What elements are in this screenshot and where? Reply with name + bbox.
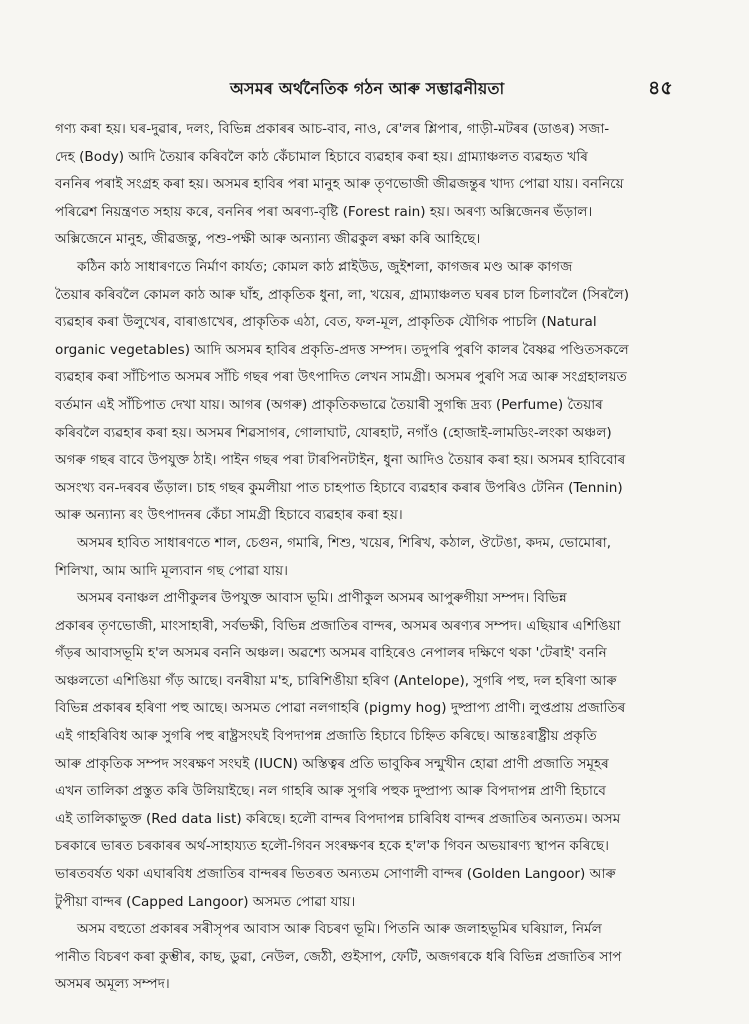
running-title: অসমৰ অৰ্থনৈতিক গঠন আৰু সম্ভাৱনীয়তা — [230, 79, 505, 98]
text-line: গণ্য কৰা হয়। ঘৰ-দুৱাৰ, দলং, বিভিন্ন প্ৰকাৰৰ আচ-বাব, নাও, ৰে'লৰ শ্লিপাৰ, গাড়ী-মটৰৰ (ডাঙৰ) সজা- — [55, 121, 610, 137]
text-line: তৈয়াৰ কৰিবলৈ কোমল কাঠ আৰু ঘাঁহ, প্ৰাকৃতিক ধুনা, লা, খয়েৰ, গ্ৰাম্যাঞ্চলত ঘৰৰ চাল চিলাবলৈ (সিৰলৈ) — [55, 286, 630, 303]
text-line: অসমৰ অমূল্য সম্পদ। — [55, 976, 170, 993]
body-text — [55, 116, 715, 999]
text-line: দেহ (Body) আদি তৈয়াৰ কৰিবলৈ কাঠ কেঁচামাল হিচাবে ব্যৱহাৰ কৰা হয়। গ্ৰাম্যাঞ্চলত ব্যৱহৃত খৰি — [55, 148, 588, 165]
text-line: ভাৰতবৰ্ষত থকা এঘাৰবিধ প্ৰজাতিৰ বান্দৰৰ ভিতৰত অন্যতম সোণালী বান্দৰ (Golden Langoor) আৰু — [55, 866, 616, 883]
text-line: অসমৰ হাবিত সাধাৰণতে শাল, চেগুন, গমাৰি, শিশু, খয়েৰ, শিৰিখ, কঠাল, ঔটেঙা, কদম, ভোমোৰা, — [77, 534, 612, 551]
text-line: অক্সিজেনে মানুহ, জীৱজন্তু, পশু-পক্ষী আৰু অন্যান্য জীৱকুল ৰক্ষা কৰি আহিছে। — [55, 231, 481, 248]
text-line: অসমৰ বনাঞ্চল প্ৰাণীকুলৰ উপযুক্ত আবাস ভূমি। প্ৰাণীকুল অসমৰ আপুৰুগীয়া সম্পদ। বিভিন্ন — [77, 590, 567, 607]
text-line: টুপীয়া বান্দৰ (Capped Langoor) অসমত পোৱা যায়। — [55, 893, 356, 910]
text-line: শিলিখা, আম আদি মূল্যবান গছ পোৱা যায়। — [55, 562, 288, 579]
text-line: বিভিন্ন প্ৰকাৰৰ হৰিণা পহু আছে। অসমত পোৱা নলগাহৰি (pigmy hog) দুষ্প্ৰাপ্য প্ৰাণী। লুপ্তপ্ৰায় প্ৰজাতিৰ — [55, 700, 626, 717]
text-line: এখন তালিকা প্ৰস্তুত কৰি উলিয়াইছে। নল গাহৰি আৰু সুগৰি পহুক দুষ্প্ৰাপ্য আৰু বিপদাপন্ন প্ৰাণী হিচাবে — [55, 783, 606, 800]
text-line: অসম বহুতো প্ৰকাৰৰ সৰীসৃপৰ আবাস আৰু বিচৰণ ভূমি। পিতনি আৰু জলাহভূমিৰ ঘৰিয়াল, নিৰ্মল — [77, 921, 602, 938]
text-line: বৰ্তমান এই সাঁচিপাত দেখা যায়। আগৰ (অগৰু) প্ৰাকৃতিকভাৱে তৈয়াৰী সুগন্ধি দ্ৰব্য (Perfume) তৈয়াৰ — [55, 396, 603, 413]
paragraph-1 — [55, 116, 715, 254]
page-header — [0, 70, 749, 100]
paragraph-3 — [55, 530, 715, 585]
text-line: অসংখ্য বন-দৰবৰ ভঁড়াল। চাহ গছৰ কুমলীয়া পাত চাহপাত হিচাবে ব্যৱহাৰ কৰাৰ উপৰিও টেনিন (Tennin) — [55, 479, 623, 496]
text-line: কৰিবলৈ ব্যৱহাৰ কৰা হয়। অসমৰ শিৱসাগৰ, গোলাঘাট, যোৰহাট, নগাঁও (হোজাই-লামডিং-লংকা অঞ্চল) — [55, 424, 612, 441]
text-line: এই তালিকাভুক্ত (Red data list) কৰিছে। হলৌ বান্দৰ বিপদাপন্ন চাৰিবিধ বান্দৰ প্ৰজাতিৰ অন্যতম। অসম — [55, 810, 621, 827]
text-line: পানীত বিচৰণ কৰা কুম্ভীৰ, কাছ, ডুৱা, নেউল, জেঠী, গুইসাপ, ফেটি, অজগৰকে ধৰি বিভিন্ন প্ৰজাতিৰ সাপ — [55, 948, 622, 965]
text-line: আৰু প্ৰাকৃতিক সম্পদ সংৰক্ষণ সংঘই (IUCN) অস্তিত্বৰ প্ৰতি ভাবুকিৰ সন্মুখীন হোৱা প্ৰাণী প্ৰজাতি সমূহৰ — [55, 755, 609, 772]
text-line: ব্যৱহাৰ কৰা উলুখেৰ, বাৰাঙাখেৰ, প্ৰাকৃতিক এঠা, বেত, ফল-মূল, প্ৰাকৃতিক যৌগিক পাচলি (Natural — [55, 314, 597, 331]
text-line: কঠিন কাঠ সাধাৰণতে নিৰ্মাণ কাৰ্যত; কোমল কাঠ প্লাইউড, জুইশলা, কাগজৰ মণ্ড আৰু কাগজ — [77, 258, 573, 275]
text-line: অগৰু গছৰ বাবে উপযুক্ত ঠাই। পাইন গছৰ পৰা টাৰপিনটাইন, ধুনা আদিও তৈয়াৰ কৰা হয়। অসমৰ হাবিবোৰ — [55, 452, 626, 469]
page-number: ৪৫ — [648, 77, 673, 99]
text-line: প্ৰকাৰৰ তৃণভোজী, মাংসাহাৰী, সৰ্বভক্ষী, বিভিন্ন প্ৰজাতিৰ বান্দৰ, অসমৰ অৰণ্যৰ সম্পদ। এছিয়াৰ এশিঙিয়া — [55, 617, 621, 634]
text-line: আৰু অন্যান্য ৰং উৎপাদনৰ কেঁচা সামগ্ৰী হিচাবে ব্যৱহাৰ কৰা হয়। — [55, 507, 403, 524]
paragraph-2 — [55, 254, 715, 530]
text-line: অঞ্চলতো এশিঙিয়া গঁড় আছে। বনৰীয়া ম'হ, চাৰিশিঙীয়া হৰিণ (Antelope), সুগৰি পহু, দল হৰিণা আৰু — [55, 672, 617, 689]
text-line: পৰিৱেশ নিয়ন্ত্ৰণত সহায় কৰে, বননিৰ পৰা অৰণ্য-বৃষ্টি (Forest rain) হয়। অৰণ্য অক্সিজেনৰ ভঁড়াল। — [55, 203, 593, 220]
text-line: চৰকাৰে ভাৰত চৰকাৰৰ অৰ্থ-সাহায্যত হলৌ-গিবন সংৰক্ষণৰ হকে হ'ল'ক গিবন অভয়াৰণ্য স্থাপন কৰিছে। — [55, 838, 610, 855]
text-line: এই গাহৰিবিধ আৰু সুগৰি পহু ৰাষ্ট্ৰসংঘই বিপদাপন্ন প্ৰজাতি হিচাবে চিহ্নিত কৰিছে। আন্তঃৰাষ্ট্ৰীয় প্ৰকৃতি — [55, 728, 597, 745]
text-line: বননিৰ পৰাই সংগ্ৰহ কৰা হয়। অসমৰ হাবিৰ পৰা মানুহ আৰু তৃণভোজী জীৱজন্তুৰ খাদ্য পোৱা যায়। বননিয়ে — [55, 176, 624, 193]
text-line: ব্যৱহাৰ কৰা সাঁচিপাত অসমৰ সাঁচি গছৰ পৰা উৎপাদিত লেখন সামগ্ৰী। অসমৰ পুৰণি সত্ৰ আৰু সংগ্ৰহালয়ত — [55, 369, 627, 386]
paragraph-4 — [55, 585, 715, 916]
paragraph-5 — [55, 916, 715, 999]
text-line: organic vegetables) আদি অসমৰ হাবিৰ প্ৰকৃতি-প্ৰদত্ত সম্পদ। তদুপৰি পুৰণি কালৰ বৈষ্ণৱ পণ্ডিতসকলে — [55, 341, 629, 358]
text-line: গঁড়ৰ আবাসভূমি হ'ল অসমৰ বননি অঞ্চল। অৱশ্যে অসমৰ বাহিৰেও নেপালৰ দক্ষিণে থকা 'টেৰাই' বননি — [55, 645, 607, 662]
